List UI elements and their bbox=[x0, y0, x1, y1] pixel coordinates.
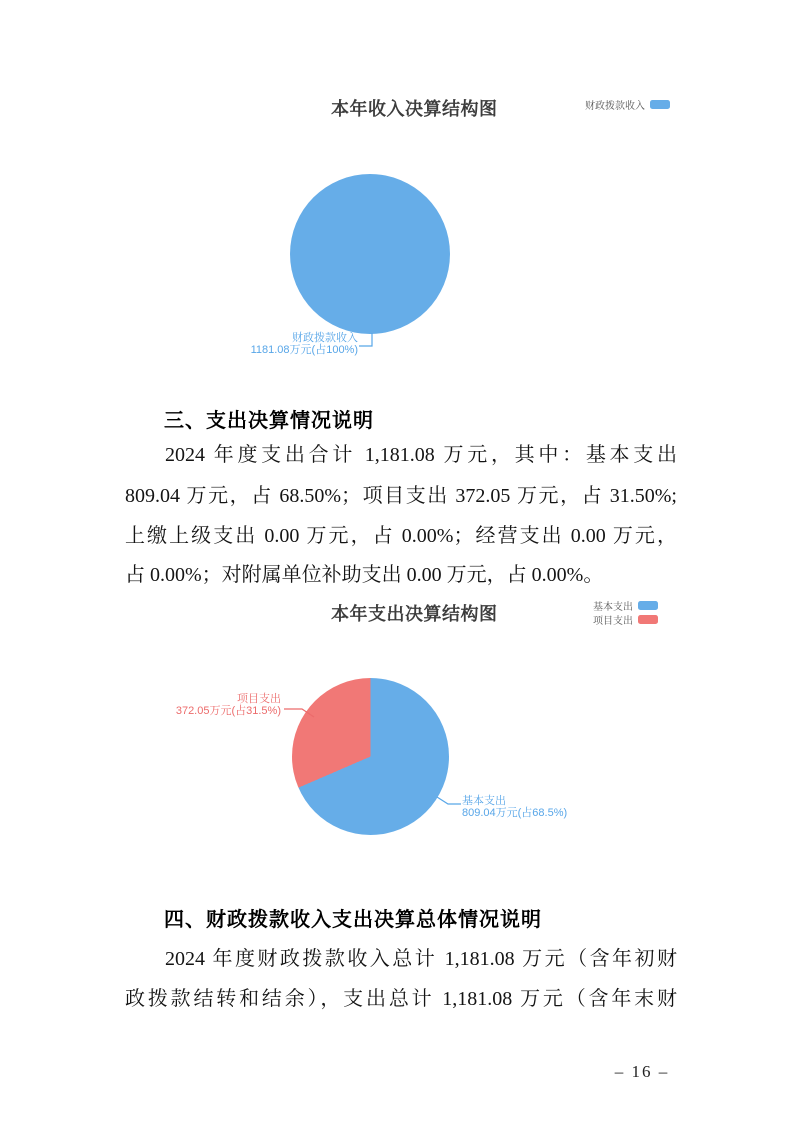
callout-label: 项目支出 bbox=[237, 693, 281, 705]
legend-item-caizheng bbox=[540, 98, 670, 110]
legend-item-xiangmu bbox=[528, 613, 658, 625]
callout-label: 财政拨款收入 bbox=[292, 332, 358, 344]
callout-value: 809.04万元(占68.5%) bbox=[462, 806, 568, 819]
legend-label: 项目支出 bbox=[593, 615, 633, 627]
page-number: – 16 – bbox=[614, 1062, 670, 1081]
legend-label: 基本支出 bbox=[593, 601, 633, 613]
callout-value: 1181.08万元(占100%) bbox=[250, 343, 358, 356]
legend-swatch-blue-icon bbox=[650, 100, 670, 109]
leader-line-income bbox=[359, 333, 372, 346]
section-4-line-2: 政拨款结转和结余），支出总计 1,181.08 万元（含年末财 bbox=[125, 988, 677, 1010]
expenditure-chart-title: 本年支出决算结构图 bbox=[331, 604, 498, 624]
legend-label: 财政拨款收入 bbox=[585, 100, 645, 112]
section-4-line-1: 2024 年度财政拨款收入总计 1,181.08 万元（含年初财 bbox=[165, 948, 677, 970]
leader-line-basic bbox=[437, 797, 461, 804]
income-pie-chart bbox=[290, 174, 450, 334]
callout-label: 基本支出 bbox=[462, 795, 506, 807]
section-3-line-1: 2024 年度支出合计 1,181.08 万元，其中：基本支出 bbox=[165, 444, 677, 466]
income-chart-legend bbox=[540, 98, 670, 112]
section-3-line-4: 占 0.00%；对附属单位补助支出 0.00 万元，占 0.00%。 bbox=[125, 564, 604, 586]
section-3-heading: 三、支出决算情况说明 bbox=[164, 410, 374, 432]
callout-value: 372.05万元(占31.5%) bbox=[175, 704, 281, 717]
legend-swatch-blue-icon bbox=[638, 601, 658, 610]
expenditure-chart-legend bbox=[528, 599, 658, 627]
legend-swatch-red-icon bbox=[638, 615, 658, 624]
income-pie-callout bbox=[190, 333, 358, 356]
section-3-line-3: 上缴上级支出 0.00 万元，占 0.00%；经营支出 0.00 万元， bbox=[125, 525, 677, 547]
section-4-heading: 四、财政拨款收入支出决算总体情况说明 bbox=[164, 909, 542, 931]
section-3-line-2: 809.04 万元，占 68.50%；项目支出 372.05 万元，占 31.50%; bbox=[125, 485, 677, 507]
legend-item-jiben bbox=[528, 599, 658, 611]
expenditure-pie-chart bbox=[292, 678, 449, 835]
income-chart-title: 本年收入决算结构图 bbox=[331, 99, 498, 119]
expenditure-pie-callout-project bbox=[120, 694, 281, 717]
expenditure-pie-callout-basic bbox=[462, 796, 567, 819]
